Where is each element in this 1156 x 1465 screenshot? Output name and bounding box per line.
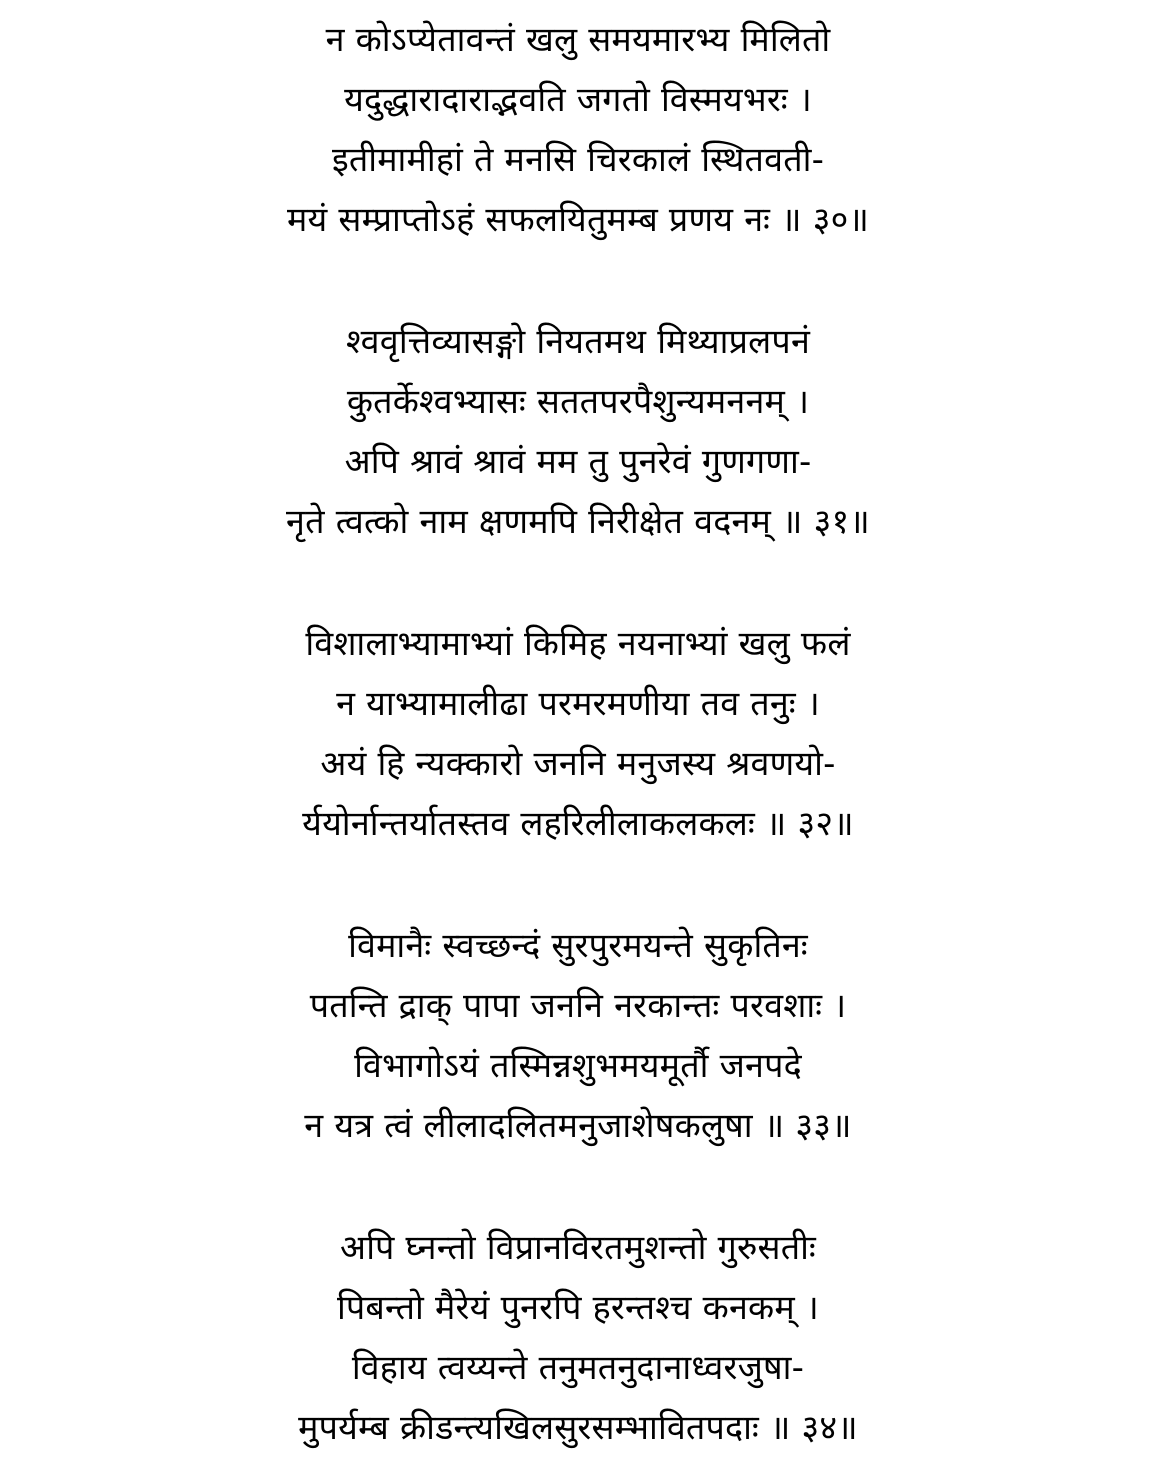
verse-line: श्ववृत्तिव्यासङ्गो नियतमथ मिथ्याप्रलपनं <box>345 322 811 362</box>
verse-line: मयं सम्प्राप्तोऽहं सफलयितुमम्ब प्रणय नः ॥ ३०॥ <box>286 200 870 240</box>
verse-line: र्ययोर्नान्तर्यातस्तव लहरिलीलाकलकलः ॥ ३२॥ <box>302 804 854 844</box>
verse-34 <box>0 1218 1156 1458</box>
verse-line: इतीमामीहां ते मनसि चिरकालं स्थितवती- <box>331 140 825 180</box>
verse-33 <box>0 916 1156 1156</box>
verse-line: मुपर्यम्ब क्रीडन्त्यखिलसुरसम्भावितपदाः ॥ ३४॥ <box>298 1408 858 1448</box>
verse-line: अपि श्रावं श्रावं मम तु पुनरेवं गुणगणा- <box>344 442 812 482</box>
verse-line: विमानैः स्वच्छन्दं सुरपुरमयन्ते सुकृतिनः <box>348 926 808 966</box>
verse-line: पिबन्तो मैरेयं पुनरपि हरन्तश्च कनकम् । <box>337 1288 819 1328</box>
verse-line: न कोऽप्येतावन्तं खलु समयमारभ्य मिलितो <box>325 20 831 60</box>
verse-line: विभागोऽयं तस्मिन्नशुभमयमूर्तौ जनपदे <box>354 1046 802 1086</box>
verse-line: यदुद्धारादाराद्भवति जगतो विस्मयभरः । <box>344 80 812 120</box>
verse-line: न यत्र त्वं लीलादलितमनुजाशेषकलुषा ॥ ३३॥ <box>304 1106 852 1146</box>
verse-32 <box>0 614 1156 854</box>
verse-30 <box>0 10 1156 250</box>
verse-line: विशालाभ्यामाभ्यां किमिह नयनाभ्यां खलु फलं <box>305 624 851 664</box>
verse-line: अयं हि न्यक्कारो जननि मनुजस्य श्रवणयो- <box>320 744 836 784</box>
verse-line: पतन्ति द्राक् पापा जननि नरकान्तः परवशाः । <box>309 986 847 1026</box>
verse-line: कुतर्केश्वभ्यासः सततपरपैशुन्यमननम् । <box>346 382 810 422</box>
verse-line: नृते त्वत्को नाम क्षणमपि निरीक्षेत वदनम् ॥ ३१॥ <box>286 502 870 542</box>
verse-line: विहाय त्वय्यन्ते तनुमतनुदानाध्वरजुषा- <box>351 1348 805 1388</box>
verse-31 <box>0 312 1156 552</box>
verse-line: अपि घ्नन्तो विप्रानविरतमुशन्तो गुरुसतीः <box>340 1228 816 1268</box>
verse-line: न याभ्यामालीढा परमरमणीया तव तनुः । <box>336 684 820 724</box>
